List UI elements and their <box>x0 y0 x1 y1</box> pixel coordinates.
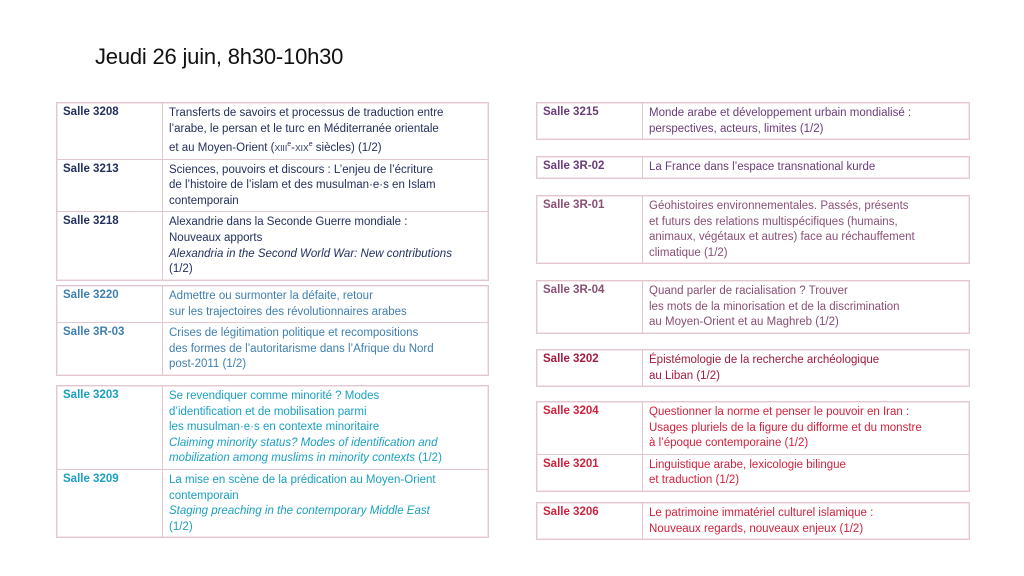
session-block-red <box>536 401 970 492</box>
session-row <box>537 503 969 539</box>
title-line: Se revendiquer comme minorité ? Modes <box>169 390 380 402</box>
title-fragment: siècles) (1/2) <box>312 142 382 155</box>
title-line: les musulman·e·s en contexte minoritaire <box>169 421 380 434</box>
room-label: Salle 3215 <box>537 103 643 139</box>
session-title <box>163 103 488 159</box>
session-block-cyan <box>56 385 489 538</box>
session-title <box>163 160 488 212</box>
session-block-purple <box>536 156 970 179</box>
title-fragment: - <box>291 142 295 155</box>
room-label: Salle 3204 <box>537 402 643 454</box>
room-label: Salle 3R-04 <box>537 281 643 333</box>
session-row <box>537 402 969 454</box>
session-title <box>643 503 969 539</box>
english-title-line: Claiming minority status? Modes of identification and <box>169 436 438 449</box>
english-title-line: Staging preaching in the contemporary Middle East <box>169 505 430 518</box>
century-numeral: XIX <box>294 143 309 154</box>
title-fragment: (1/2) <box>415 452 442 465</box>
title-line: Questionner la norme et penser le pouvoir en Iran : <box>649 406 910 418</box>
session-row <box>57 322 488 375</box>
title-line: Sciences, pouvoirs et discours : L’enjeu de l’écriture <box>169 163 434 176</box>
title-line: Nouveaux regards, nouveaux enjeux (1/2) <box>649 522 864 535</box>
title-line: (1/2) <box>169 263 193 276</box>
room-label: Salle 3206 <box>537 503 643 539</box>
session-row <box>537 157 969 178</box>
title-line: Quand parler de racialisation ? Trouver <box>649 285 848 297</box>
title-line: de l’histoire de l’islam et des musulman·e·s en Islam <box>169 179 436 192</box>
title-line: La mise en scène de la prédication au Moyen-Orient <box>169 473 436 486</box>
english-title-line: Alexandria in the Second World War: New contributions <box>169 247 452 260</box>
session-title <box>163 386 488 469</box>
session-row <box>537 281 969 333</box>
session-block-blue <box>56 285 489 376</box>
title-line: perspectives, acteurs, limites (1/2) <box>649 122 824 135</box>
page-title: Jeudi 26 juin, 8h30-10h30 <box>95 44 344 69</box>
title-line: contemporain <box>169 194 239 207</box>
session-block-crimson <box>536 349 970 387</box>
title-line: Le patrimoine immatériel culturel islamique : <box>649 507 874 519</box>
session-title <box>163 470 488 537</box>
session-row <box>57 103 488 159</box>
room-label: Salle 3R-03 <box>57 323 163 375</box>
title-line: Géohistoires environnementales. Passés, présents <box>649 200 909 212</box>
session-title <box>643 196 969 263</box>
title-line: Crises de légitimation politique et recompositions <box>169 327 419 340</box>
session-row <box>537 454 969 491</box>
title-line: au Moyen-Orient et au Maghreb (1/2) <box>649 316 839 329</box>
session-title <box>643 103 969 139</box>
room-label: Salle 3213 <box>57 160 163 212</box>
title-line: et traduction (1/2) <box>649 474 740 487</box>
superscript: e <box>308 141 313 149</box>
session-row <box>57 286 488 322</box>
room-label: Salle 3208 <box>57 103 163 159</box>
session-row <box>537 350 969 386</box>
title-line: à l’époque contemporaine (1/2) <box>649 437 809 450</box>
century-numeral: XIII <box>274 143 288 154</box>
title-line: Usages pluriels de la figure du difforme et du monstre <box>649 421 922 434</box>
session-row <box>57 211 488 279</box>
title-line: climatique (1/2) <box>649 246 728 259</box>
session-row <box>537 103 969 139</box>
title-line: et futurs des relations multispécifiques (humains, <box>649 215 898 228</box>
session-row <box>57 469 488 537</box>
english-title-fragment: mobilization among muslims in minority contexts <box>169 452 416 465</box>
title-line: d’identification et de mobilisation parmi <box>169 405 367 418</box>
session-block-mauve <box>536 280 970 334</box>
title-line <box>169 137 482 156</box>
session-title <box>643 157 969 178</box>
title-fragment: et au Moyen-Orient ( <box>169 142 275 155</box>
room-label: Salle 3201 <box>537 455 643 491</box>
session-row <box>537 196 969 263</box>
title-line: au Liban (1/2) <box>649 369 720 382</box>
english-title-line <box>169 451 482 467</box>
room-label: Salle 3220 <box>57 286 163 322</box>
session-title <box>163 286 488 322</box>
session-row <box>57 386 488 469</box>
title-line: des formes de l’autoritarisme dans l’Afrique du Nord <box>169 342 434 355</box>
session-title <box>163 212 488 279</box>
session-row <box>57 159 488 212</box>
session-title <box>643 281 969 333</box>
session-block-red <box>536 502 970 540</box>
session-block-navy <box>56 102 489 281</box>
title-line: Alexandrie dans la Seconde Guerre mondiale : <box>169 216 408 229</box>
title-line: les mots de la minorisation et de la discrimination <box>649 300 900 313</box>
title-line: La France dans l’espace transnational kurde <box>649 161 876 173</box>
superscript: e <box>287 141 292 149</box>
room-label: Salle 3R-02 <box>537 157 643 178</box>
title-line: Nouveaux apports <box>169 231 263 244</box>
room-label: Salle 3203 <box>57 386 163 469</box>
session-title <box>643 402 969 454</box>
room-label: Salle 3209 <box>57 470 163 537</box>
title-line: Épistémologie de la recherche archéologique <box>649 354 880 366</box>
title-line: post-2011 (1/2) <box>169 358 247 371</box>
session-block-mauve <box>536 195 970 264</box>
title-line: Monde arabe et développement urbain mondialisé : <box>649 107 912 119</box>
session-title <box>643 350 969 386</box>
room-label: Salle 3R-01 <box>537 196 643 263</box>
room-label: Salle 3218 <box>57 212 163 279</box>
session-title <box>643 455 969 491</box>
room-label: Salle 3202 <box>537 350 643 386</box>
title-line: contemporain <box>169 489 239 502</box>
title-line: animaux, végétaux et autres) face au réchauffement <box>649 231 915 244</box>
title-line: Admettre ou surmonter la défaite, retour <box>169 290 373 302</box>
session-block-purple <box>536 102 970 140</box>
session-title <box>163 323 488 375</box>
title-line: l’arabe, le persan et le turc en Méditerranée orientale <box>169 122 439 135</box>
title-line: sur les trajectoires des révolutionnaires arabes <box>169 305 407 318</box>
title-line: Linguistique arabe, lexicologie bilingue <box>649 458 846 471</box>
title-line: (1/2) <box>169 520 193 533</box>
title-line: Transferts de savoirs et processus de traduction entre <box>169 107 444 119</box>
